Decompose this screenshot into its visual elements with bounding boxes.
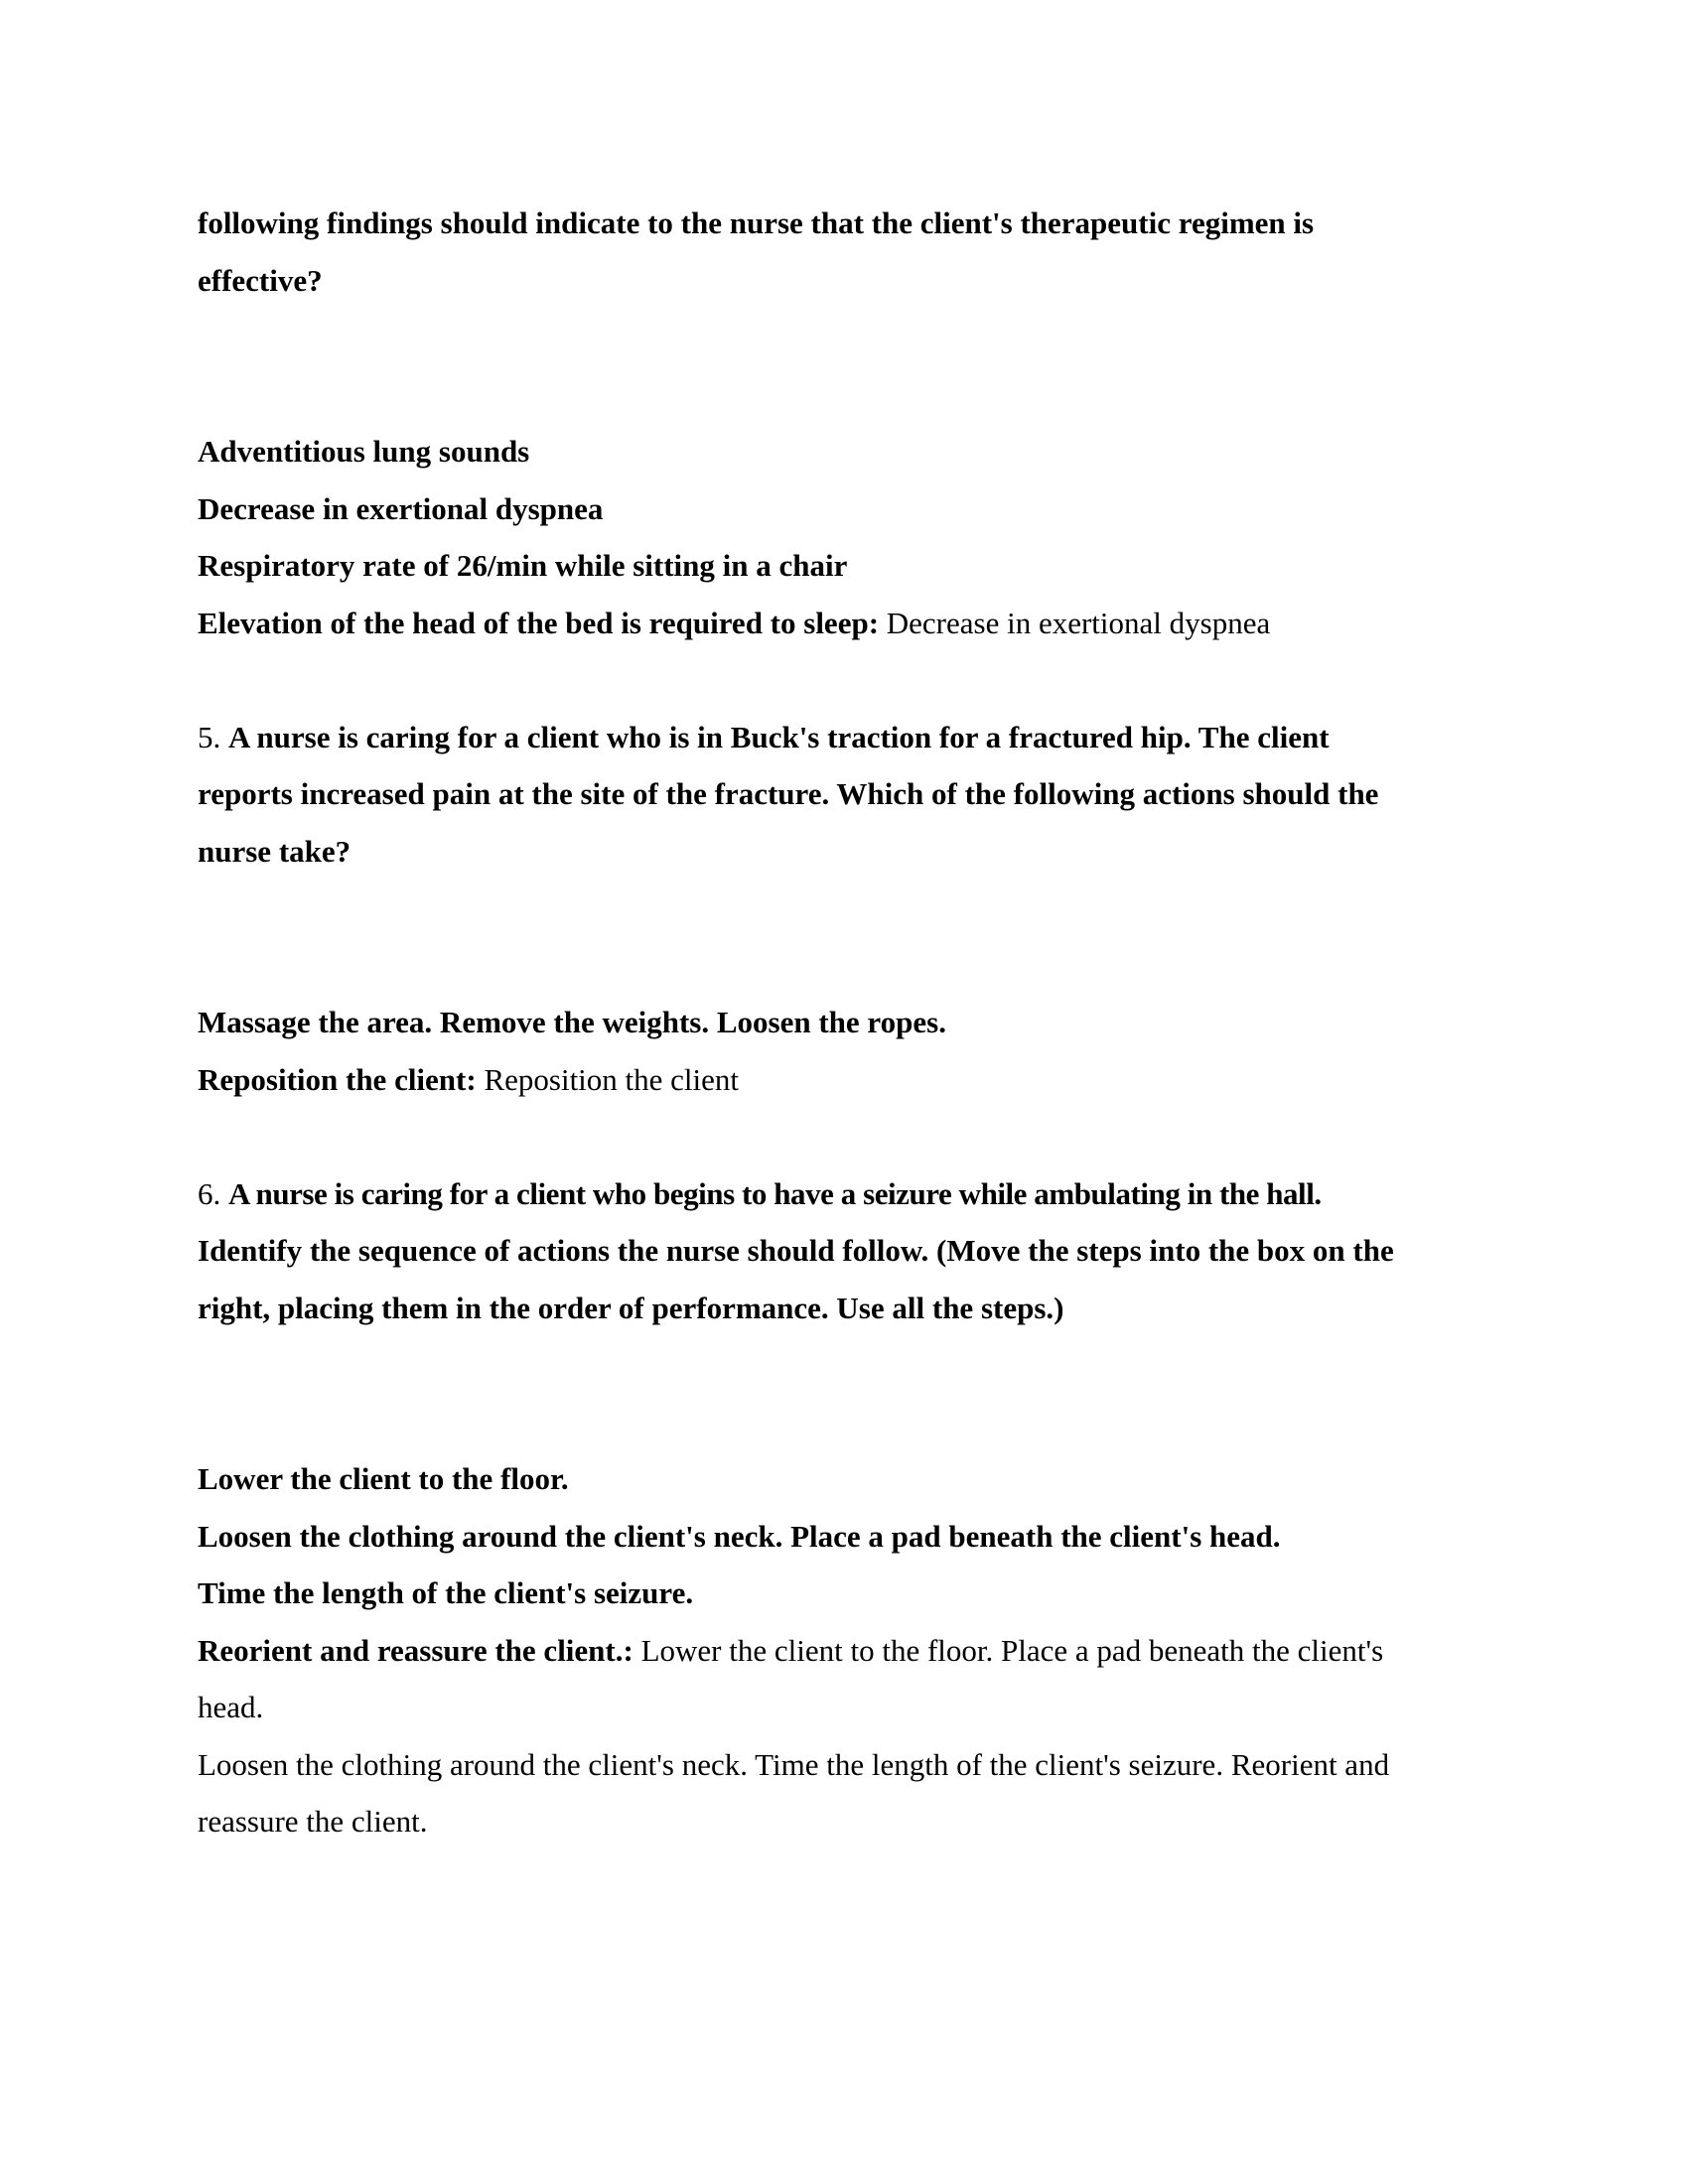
spacer: [198, 651, 1498, 709]
document-page: [198, 195, 1498, 1850]
q6-stem-line: right, placing them in the order of performance. Use all the steps.): [198, 1290, 1064, 1325]
spacer: [198, 1336, 1498, 1450]
question-4: [198, 195, 1498, 651]
q6-stem-line: [198, 1165, 1498, 1223]
question-5: [198, 709, 1498, 1109]
spacer: [198, 880, 1498, 994]
q6-answer-line: head.: [198, 1690, 264, 1724]
q5-options: Massage the area. Remove the weights. Loosen the ropes.: [198, 1005, 946, 1039]
q4-answer-line: [198, 595, 1498, 652]
q5-last-option: Reposition the client:: [198, 1061, 477, 1097]
q6-number: 6.: [198, 1175, 221, 1211]
q4-option: Decrease in exertional dyspnea: [198, 490, 604, 526]
q6-stem-text: A nurse is caring for a client who begins to have a seizure while ambulating in the hall.: [228, 1175, 1322, 1211]
q4-answer: Decrease in exertional dyspnea: [886, 605, 1271, 640]
q6-last-option: Reorient and reassure the client.:: [198, 1632, 633, 1668]
spacer: [198, 309, 1498, 423]
q5-stem-line: reports increased pain at the site of the fracture. Which of the following actions should the: [198, 776, 1379, 811]
q5-stem-text: A nurse is caring for a client who is in Buck's traction for a fractured hip. The client: [228, 719, 1330, 754]
q5-answer: Reposition the client: [484, 1061, 740, 1097]
q4-stem-line: following findings should indicate to the nurse that the client's therapeutic regimen is: [198, 205, 1315, 240]
q4-last-option: Elevation of the head of the bed is required to sleep:: [198, 605, 880, 640]
q4-option: Adventitious lung sounds: [198, 434, 530, 469]
q5-stem-line: nurse take?: [198, 833, 352, 869]
q6-answer-line: reassure the client.: [198, 1804, 428, 1839]
q4-option: Respiratory rate of 26/min while sitting in a chair: [198, 548, 848, 583]
q5-answer-line: [198, 1051, 1498, 1109]
q6-option: Time the length of the client's seizure.: [198, 1575, 694, 1610]
spacer: [198, 1108, 1498, 1165]
q5-stem-line: [198, 709, 1498, 766]
q5-number: 5.: [198, 719, 221, 754]
question-6: [198, 1165, 1498, 1850]
q6-answer: Lower the client to the floor. Place a pad beneath the client's: [640, 1632, 1384, 1668]
q6-option: Lower the client to the floor.: [198, 1461, 569, 1496]
q6-stem-line: Identify the sequence of actions the nurse should follow. (Move the steps into the box on the: [198, 1233, 1394, 1268]
q6-answer-line: [198, 1622, 1498, 1680]
q6-option: Loosen the clothing around the client's neck. Place a pad beneath the client's head.: [198, 1518, 1281, 1554]
q4-stem-line: effective?: [198, 262, 323, 298]
q6-answer-line: Loosen the clothing around the client's neck. Time the length of the client's seizure. Reorient and: [198, 1746, 1390, 1782]
